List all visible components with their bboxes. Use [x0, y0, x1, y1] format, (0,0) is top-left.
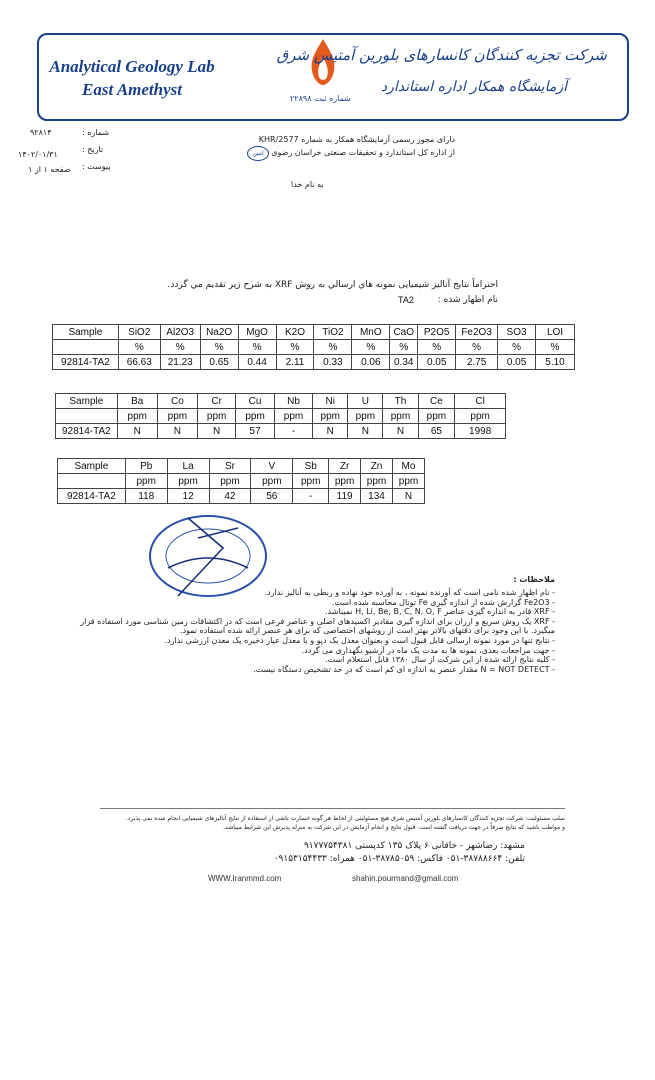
- unit-cell: ppm: [293, 474, 329, 489]
- header-cell: Zr: [329, 459, 361, 474]
- value-cell: N: [348, 424, 383, 439]
- note-line: - Fe2O3 گزارش شده از اندازه گیری Fe توتال محاسبه شده است.: [331, 597, 555, 607]
- value-cell: 0.06: [352, 355, 390, 370]
- header-cell: Al2O3: [160, 325, 200, 340]
- value-cell: N: [392, 489, 424, 504]
- value-cell: 0.65: [200, 355, 238, 370]
- unit-cell: %: [200, 340, 238, 355]
- footer-address: مشهد: رضاشهر - خاقانی ۶ پلاک ۱۳۵ کدپستی ۹۱۷۷۷۵۴۳۸۱: [303, 841, 525, 851]
- unit-cell: %: [238, 340, 276, 355]
- header-cell: TiO2: [314, 325, 352, 340]
- trace1-data-row: [56, 424, 506, 439]
- unit-cell: ppm: [236, 409, 274, 424]
- header-cell: SiO2: [118, 325, 160, 340]
- unit-cell: ppm: [157, 409, 197, 424]
- value-cell: 42: [209, 489, 251, 504]
- header-cell: Cr: [197, 394, 235, 409]
- header-cell: Ni: [313, 394, 348, 409]
- header-cell: Pb: [125, 459, 167, 474]
- value-cell: 21.23: [160, 355, 200, 370]
- header-cell: Na2O: [200, 325, 238, 340]
- disclaimer-1: سلب مسئولیت: شرکت تجزیه کنندگان کانسارهای بلورین آمتیس شرق هیچ مسئولیتی از لحاظ هر گونه خسارت ناشی از استفاده از نتایج آنالیزهای شیمیایی انجام شده نمی پذیرد.: [125, 815, 565, 822]
- unit-cell: [58, 474, 126, 489]
- value-cell: 1998: [455, 424, 506, 439]
- lab-name-fa: آزمایشگاه همکار اداره استاندارد: [380, 79, 567, 95]
- header-cell: Sample: [53, 325, 119, 340]
- intro-text: احتراماً نتایج آنالیز شیمیایی نمونه هاي ارسالي به روش XRF به شرح زیر تقدیم مي گردد.: [167, 280, 498, 290]
- header-cell: Sr: [209, 459, 251, 474]
- header-cell: Ba: [117, 394, 157, 409]
- header-cell: Ce: [418, 394, 455, 409]
- value-cell: 57: [236, 424, 274, 439]
- oxides-unit-row: [53, 340, 575, 355]
- footer-phones: تلفن: ۳۸۷۸۸۶۶۴-۰۵۱ فاکس: ۳۸۷۸۵۰۵۹-۰۵۱ همراه: ۰۹۱۵۳۱۵۴۴۳۳: [273, 854, 525, 864]
- header-cell: Mo: [392, 459, 424, 474]
- header-cell: Nb: [274, 394, 312, 409]
- note-line: - نتایج تنها در مورد نمونه ارسالی قابل قبول است و بعنوان معدل یک دپو و یا معدل عیار ذخیره یک معدن ارزشی ندارد.: [164, 635, 555, 645]
- value-cell: N: [197, 424, 235, 439]
- header-cell: Zn: [361, 459, 393, 474]
- trace-elements-table-2: [57, 458, 425, 504]
- accreditation-line1: دارای مجوز رسمی آزمایشگاه همکار به شماره KHR/2577: [258, 135, 455, 144]
- value-cell: 2.75: [456, 355, 498, 370]
- trace2-unit-row: [58, 474, 425, 489]
- value-cell: 0.33: [314, 355, 352, 370]
- unit-cell: ppm: [392, 474, 424, 489]
- lab-name-en-line2: East Amethyst: [82, 80, 182, 99]
- value-cell: 0.34: [390, 355, 418, 370]
- email-link[interactable]: shahin.pourmand@gmail.com: [352, 874, 459, 883]
- trace2-data-row: [58, 489, 425, 504]
- note-line: میگیرد. با این وجود برای دقتهای بالاتر بهتر است از روشهای اختصاصی که برای هر عنصر ارائه شده استفاده نمود.: [179, 626, 555, 636]
- disclaimer-2: و مواظب باشید که نتایج صرفاً در جهت دریافت گشته است. قبول نتایج و انجام آزمایش در این شرکت به منزله پذیرش این شرایط میباشد.: [223, 824, 565, 831]
- note-line: - N = NOT DETECT مقدار عنصر به اندازه ای کم است که در حد تشخیص دستگاه نیست.: [253, 664, 555, 674]
- header-cell: Th: [383, 394, 418, 409]
- accreditation-line2: از اداره کل استاندارد و تحقیقات صنعتی خراسان رضوی: [271, 148, 455, 157]
- value-cell: 0.05: [418, 355, 456, 370]
- value-cell: 119: [329, 489, 361, 504]
- oxides-header-row: [53, 325, 575, 340]
- value-cell: N: [383, 424, 418, 439]
- company-name-fa: شرکت تجزیه کنندگان کانسارهای بلورین آمتیس شرق: [276, 46, 607, 64]
- note-line: - نام اظهار شده نامی است که آورنده نمونه ، به آورده خود نهاده و ربطی به آنالیز ندارد.: [264, 588, 555, 597]
- date-value: ۱۴۰۲/۰۱/۳۱: [18, 150, 58, 159]
- value-cell: 92814-TA2: [53, 355, 119, 370]
- header-cell: Co: [157, 394, 197, 409]
- header-cell: LOI: [536, 325, 575, 340]
- basmala: به نام خدا: [291, 180, 324, 189]
- header-cell: SO3: [498, 325, 536, 340]
- value-cell: -: [274, 424, 312, 439]
- unit-cell: ppm: [455, 409, 506, 424]
- header-cell: Fe2O3: [456, 325, 498, 340]
- page-value: صفحه ۱ از ۱: [28, 165, 71, 174]
- unit-cell: ppm: [117, 409, 157, 424]
- value-cell: 0.05: [498, 355, 536, 370]
- unit-cell: ppm: [197, 409, 235, 424]
- notes-title: ملاحظات :: [513, 575, 555, 584]
- value-cell: 66.63: [118, 355, 160, 370]
- value-cell: 12: [167, 489, 209, 504]
- value-cell: 2.11: [276, 355, 314, 370]
- unit-cell: ppm: [361, 474, 393, 489]
- unit-cell: ppm: [383, 409, 418, 424]
- number-label: شماره :: [82, 128, 110, 137]
- value-cell: 65: [418, 424, 455, 439]
- unit-cell: ppm: [274, 409, 312, 424]
- unit-cell: %: [456, 340, 498, 355]
- value-cell: 5.10: [536, 355, 575, 370]
- unit-cell: [53, 340, 119, 355]
- attachment-label: پیوست :: [82, 162, 111, 171]
- value-cell: -: [293, 489, 329, 504]
- oxides-data-row: [53, 355, 575, 370]
- header-cell: K2O: [276, 325, 314, 340]
- header-cell: Sample: [56, 394, 118, 409]
- value-cell: N: [117, 424, 157, 439]
- lab-name-en-line1: Analytical Geology Lab: [49, 57, 215, 76]
- value-cell: 0.44: [238, 355, 276, 370]
- unit-cell: %: [418, 340, 456, 355]
- header-cell: La: [167, 459, 209, 474]
- unit-cell: %: [314, 340, 352, 355]
- trace1-unit-row: [56, 409, 506, 424]
- registration-number: شماره ثبت ۲۲۸۹۸: [290, 94, 351, 103]
- note-line: - کلیه نتایج ارائه شده از این شرکت از سال ۱۳۸۰ قابل استعلام است.: [325, 655, 555, 665]
- unit-cell: ppm: [313, 409, 348, 424]
- unit-cell: ppm: [418, 409, 455, 424]
- header-cell: Sb: [293, 459, 329, 474]
- value-cell: 56: [251, 489, 293, 504]
- unit-cell: %: [390, 340, 418, 355]
- unit-cell: ppm: [125, 474, 167, 489]
- unit-cell: ppm: [251, 474, 293, 489]
- value-cell: N: [313, 424, 348, 439]
- website-link[interactable]: WWW.Iranmmd.com: [208, 874, 282, 883]
- unit-cell: ppm: [209, 474, 251, 489]
- number-value: ۹۲۸۱۴: [30, 128, 52, 137]
- unit-cell: %: [118, 340, 160, 355]
- header-cell: Sample: [58, 459, 126, 474]
- trace1-header-row: [56, 394, 506, 409]
- header-cell: P2O5: [418, 325, 456, 340]
- header-cell: Cu: [236, 394, 274, 409]
- unit-cell: %: [276, 340, 314, 355]
- sample-name-value: TA2: [398, 295, 414, 305]
- unit-cell: ppm: [348, 409, 383, 424]
- header-cell: MnO: [352, 325, 390, 340]
- date-label: تاریخ :: [82, 145, 104, 154]
- approval-stamp: امین: [247, 146, 269, 161]
- note-line: - XRF یک روش سریع و ارزان برای اندازه گیری مقادیر اکسیدهای اصلی و عناصر فرعی است که در اکتشافات زمین شناسی مورد استفاده قرار: [80, 616, 555, 626]
- value-cell: 92814-TA2: [56, 424, 118, 439]
- oxides-table: [52, 324, 575, 370]
- value-cell: 134: [361, 489, 393, 504]
- unit-cell: %: [352, 340, 390, 355]
- note-line: - XRF قادر به اندازه گیری عناصر H, Li, Be, B, C, N, O, F نمیباشد.: [325, 607, 555, 617]
- header-cell: Cl: [455, 394, 506, 409]
- value-cell: N: [157, 424, 197, 439]
- header-cell: MgO: [238, 325, 276, 340]
- trace-elements-table-1: [55, 393, 506, 439]
- unit-cell: ppm: [329, 474, 361, 489]
- header-cell: CaO: [390, 325, 418, 340]
- sample-name-label: نام اظهار شده :: [437, 295, 498, 305]
- notes-list: [45, 588, 555, 674]
- footer-divider: [100, 808, 565, 809]
- value-cell: 118: [125, 489, 167, 504]
- unit-cell: %: [498, 340, 536, 355]
- header-cell: U: [348, 394, 383, 409]
- unit-cell: [56, 409, 118, 424]
- unit-cell: %: [160, 340, 200, 355]
- note-line: - جهت مراجعات بعدی، نمونه ها به مدت یک ماه در آرشیو نگهداری می گردد.: [301, 645, 555, 655]
- trace2-header-row: [58, 459, 425, 474]
- header-cell: V: [251, 459, 293, 474]
- unit-cell: ppm: [167, 474, 209, 489]
- unit-cell: %: [536, 340, 575, 355]
- value-cell: 92814-TA2: [58, 489, 126, 504]
